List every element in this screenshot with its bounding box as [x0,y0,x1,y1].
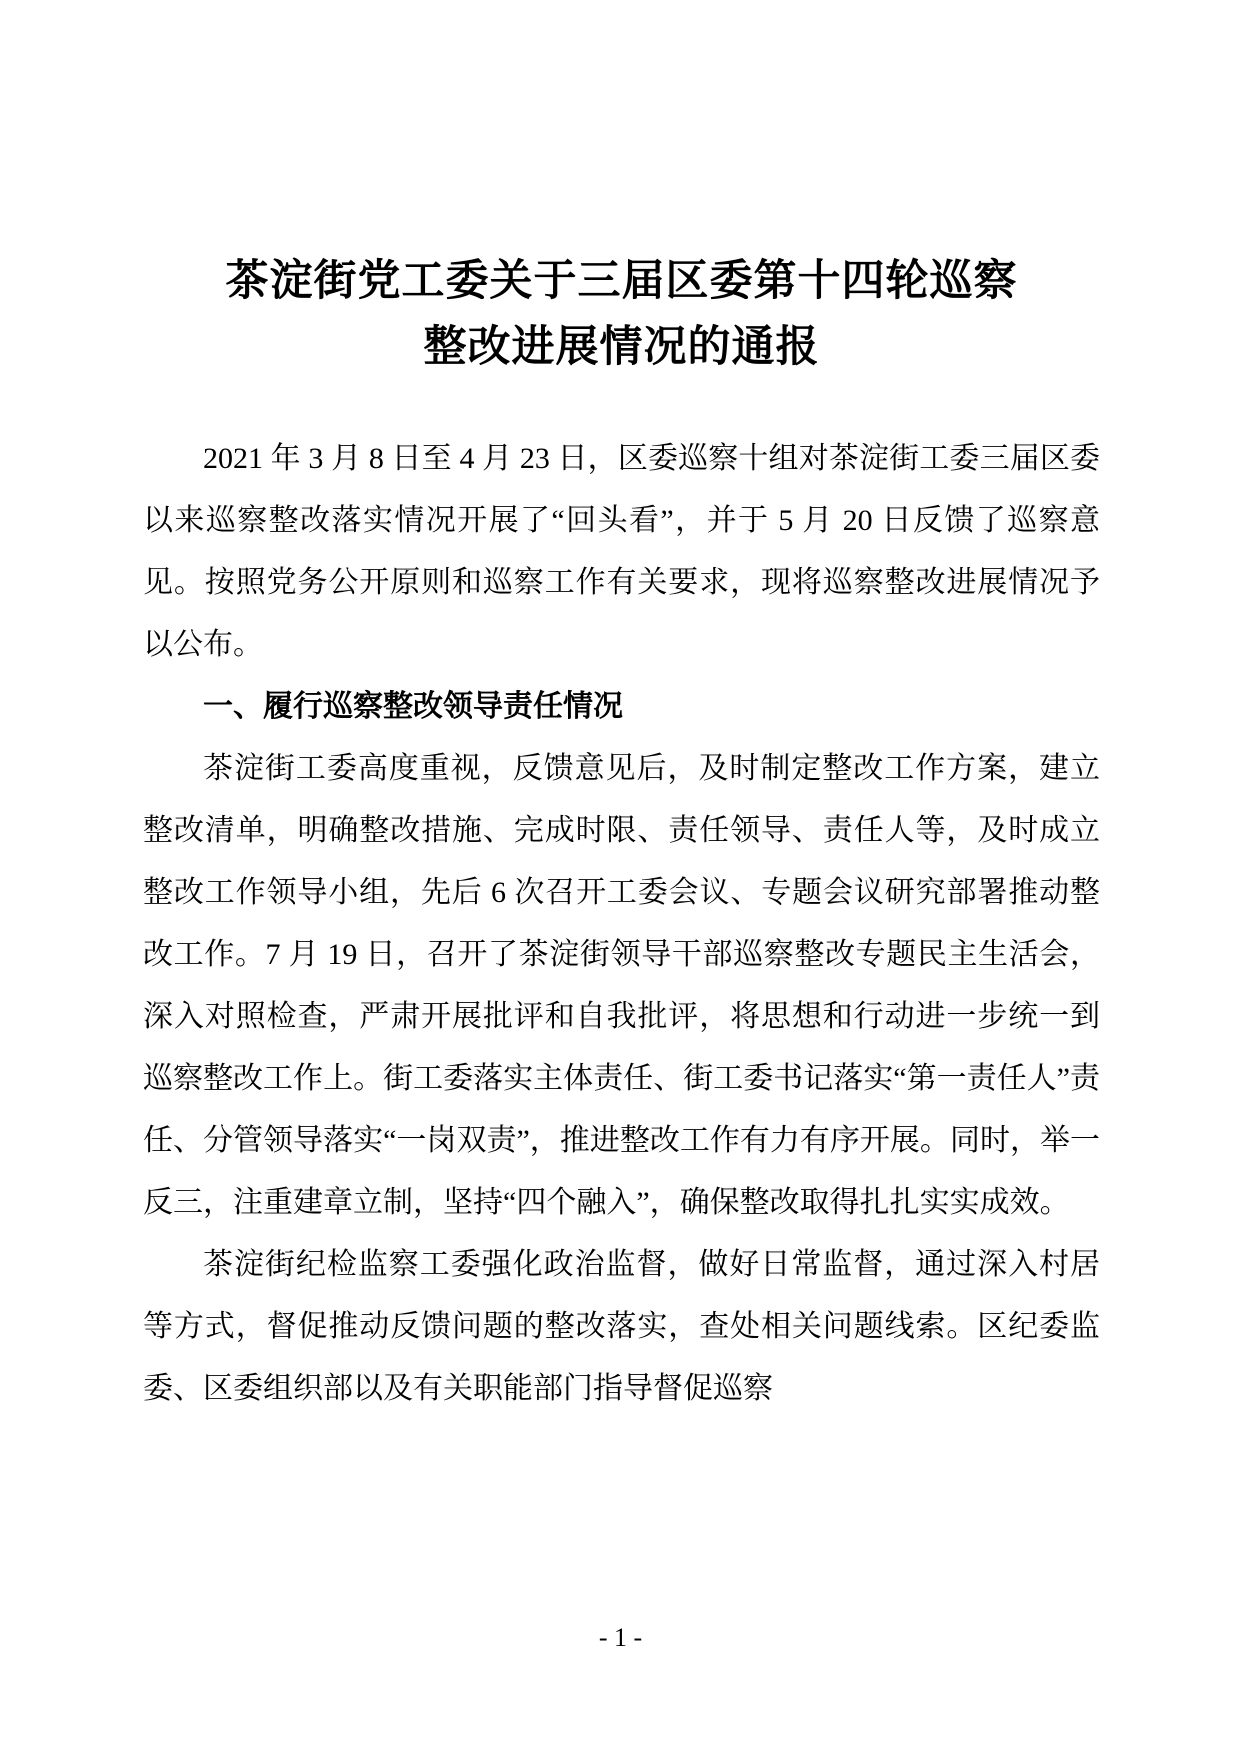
page-footer [0,1618,1241,1658]
page-number: - 1 - [598,1623,643,1652]
intro-paragraph: 2021 年 3 月 8 日至 4 月 23 日，区委巡察十组对茶淀街工委三届区委以来巡察整改落实情况开展了“回头看”，并于 5 月 20 日反馈了巡察意见。按照党务公开原则和巡察工作有关要求，现将巡察整改进展情况予以公布。 [143,442,1100,661]
section-1-heading: 一、履行巡察整改领导责任情况 [203,690,623,723]
document-title [143,248,1100,380]
section-1-paragraph-2: 茶淀街纪检监察工委强化政治监督，做好日常监督，通过深入村居等方式，督促推动反馈问题的整改落实，查处相关问题线索。区纪委监委、区委组织部以及有关职能部门指导督促巡察 [143,1248,1100,1405]
document-body [143,428,1100,1420]
section-1-paragraph-1: 茶淀街工委高度重视，反馈意见后，及时制定整改工作方案，建立整改清单，明确整改措施、完成时限、责任领导、责任人等，及时成立整改工作领导小组，先后 6 次召开工委会议、专题会议研究部署推动整改工作。7 月 19 日，召开了茶淀街领导干部巡察整改专题民主生活会，深入对照检查，严肃开展批评和自我批评，将思想和行动进一步统一到巡察整改工作上。街工委落实主体责任、街工委书记落实“第一责任人”责任、分管领导落实“一岗双责”，推进整改工作有力有序开展。同时，举一反三，注重建章立制，坚持“四个融入”，确保整改取得扎扎实实成效。 [143,752,1100,1219]
document-title-line-2: 整改进展情况的通报 [423,323,820,371]
document-title-line-1: 茶淀街党工委关于三届区委第十四轮巡察 [225,257,1018,305]
